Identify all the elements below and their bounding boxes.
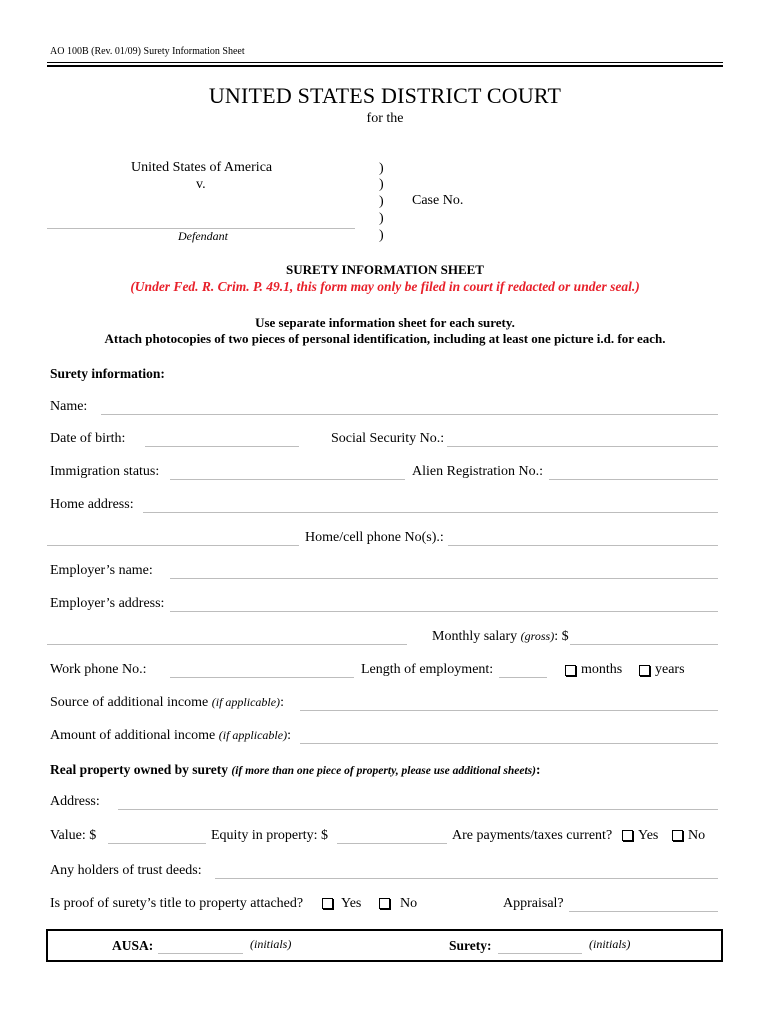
- form-identifier: AO 100B (Rev. 01/09) Surety Information Sheet: [50, 46, 245, 57]
- surety-label: Surety:: [449, 938, 492, 953]
- alien-registration-label: Alien Registration No.:: [412, 464, 544, 479]
- trust-deeds-label: Any holders of trust deeds:: [50, 863, 202, 878]
- surety-initials-label: (initials): [589, 937, 631, 951]
- source-income-field[interactable]: [300, 692, 718, 711]
- home-address-label: Home address:: [50, 497, 134, 512]
- alien-registration-field[interactable]: [549, 461, 718, 480]
- ausa-initials-label: (initials): [250, 937, 292, 951]
- case-number-field[interactable]: [468, 193, 708, 211]
- months-label: months: [581, 662, 623, 677]
- plaintiff-name: United States of America: [131, 160, 273, 175]
- instruction-photocopies: Attach photocopies of two pieces of personal identification, including at least one picture i.d. for each.: [104, 331, 666, 346]
- length-employment-label: Length of employment:: [361, 662, 494, 677]
- proof-yes-checkbox[interactable]: [322, 898, 333, 909]
- rule-note: (Under Fed. R. Crim. P. 49.1, this form may only be filed in court if redacted or under seal.): [130, 279, 640, 294]
- length-employment-field[interactable]: [499, 659, 547, 678]
- employer-name-label: Employer’s name:: [50, 563, 153, 578]
- work-phone-label: Work phone No.:: [50, 662, 147, 677]
- dob-field[interactable]: [145, 428, 299, 447]
- caption-paren: ): [379, 194, 384, 209]
- monthly-salary-label: Monthly salary (gross): $: [432, 629, 569, 644]
- years-checkbox[interactable]: [639, 665, 650, 676]
- payments-no-checkbox[interactable]: [672, 830, 683, 841]
- ausa-label: AUSA:: [112, 938, 154, 953]
- name-field[interactable]: [101, 396, 718, 415]
- employer-name-field[interactable]: [170, 560, 718, 579]
- phone-field[interactable]: [448, 527, 718, 546]
- home-address-line-2-field[interactable]: [47, 527, 299, 546]
- equity-field[interactable]: [337, 825, 447, 844]
- payments-yes-checkbox[interactable]: [622, 830, 633, 841]
- trust-deeds-field[interactable]: [215, 860, 718, 879]
- header-rule: [47, 62, 723, 67]
- property-address-label: Address:: [50, 794, 100, 809]
- caption-paren: ): [379, 177, 384, 192]
- defendant-name-field[interactable]: [47, 210, 355, 229]
- instruction-separate-sheet: Use separate information sheet for each surety.: [255, 315, 515, 330]
- source-income-label: Source of additional income (if applicable):: [50, 695, 284, 710]
- payments-no-label: No: [688, 828, 706, 843]
- property-address-field[interactable]: [118, 791, 718, 810]
- monthly-salary-field[interactable]: [570, 626, 718, 645]
- home-address-field[interactable]: [143, 494, 718, 513]
- proof-no-checkbox[interactable]: [379, 898, 390, 909]
- name-label: Name:: [50, 399, 88, 414]
- employer-address-label: Employer’s address:: [50, 596, 165, 611]
- dob-label: Date of birth:: [50, 431, 126, 446]
- ssn-label: Social Security No.:: [331, 431, 445, 446]
- work-phone-field[interactable]: [170, 659, 354, 678]
- value-field[interactable]: [108, 825, 206, 844]
- phone-label: Home/cell phone No(s).:: [305, 530, 444, 545]
- court-title: UNITED STATES DISTRICT COURT: [208, 83, 562, 108]
- proof-title-label: Is proof of surety’s title to property attached?: [50, 896, 304, 911]
- appraisal-label: Appraisal?: [503, 896, 564, 911]
- sheet-title: SURETY INFORMATION SHEET: [286, 262, 484, 277]
- years-label: years: [655, 662, 685, 677]
- surety-info-heading: Surety information:: [50, 366, 165, 381]
- caption-paren: ): [379, 228, 384, 243]
- employer-address-field[interactable]: [170, 593, 718, 612]
- value-label: Value: $: [50, 828, 97, 843]
- amount-income-field[interactable]: [300, 725, 718, 744]
- ausa-initials-field[interactable]: [158, 937, 243, 954]
- case-no-label: Case No.: [412, 193, 464, 208]
- proof-yes-label: Yes: [341, 896, 362, 911]
- payments-yes-label: Yes: [638, 828, 659, 843]
- surety-initials-field[interactable]: [498, 937, 582, 954]
- appraisal-field[interactable]: [569, 893, 718, 912]
- proof-no-label: No: [400, 896, 418, 911]
- defendant-label: Defendant: [178, 229, 228, 243]
- equity-label: Equity in property: $: [211, 828, 329, 843]
- employer-address-line-2-field[interactable]: [47, 626, 407, 645]
- versus-text: v.: [196, 177, 206, 192]
- immigration-status-field[interactable]: [170, 461, 405, 480]
- caption-paren: ): [379, 211, 384, 226]
- real-property-heading: Real property owned by surety (if more than one piece of property, please use additional sheets):: [50, 762, 541, 777]
- immigration-status-label: Immigration status:: [50, 464, 160, 479]
- months-checkbox[interactable]: [565, 665, 576, 676]
- amount-income-label: Amount of additional income (if applicable):: [50, 728, 291, 743]
- for-the-text: for the: [366, 111, 404, 126]
- caption-paren: ): [379, 161, 384, 176]
- ssn-field[interactable]: [447, 428, 718, 447]
- payments-current-label: Are payments/taxes current?: [452, 828, 613, 843]
